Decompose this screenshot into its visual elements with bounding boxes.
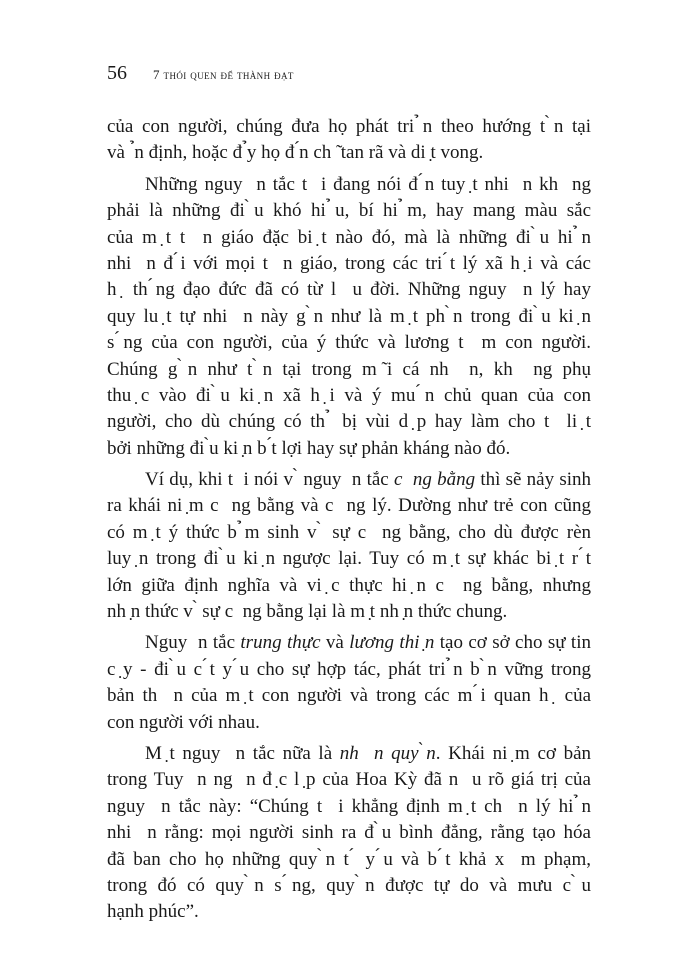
text-segment: trong đó có quy ̀n s ́ng, quy ̀n được tự do và mưu c ̀u: [107, 874, 591, 896]
text-segment: nguy n tắc này: “Chúng t i khẳng định m ̣t ch n lý hi ̉n: [107, 795, 591, 817]
text-line: [107, 847, 591, 873]
text-segment: nhi n đ ́i với mọi t n giáo, trong các tri ́t lý xã h ̣i và các: [107, 252, 591, 274]
text-segment: đã ban cho họ những quy ̀n t ́ y ́u và b ́t khả x m phạm,: [107, 848, 591, 870]
text-segment: thì sẽ nảy sinh: [475, 469, 591, 491]
paragraph: [107, 467, 591, 625]
running-title: 7 thói quen để thành đạt: [153, 67, 294, 82]
italic-term: c ng bằng: [393, 469, 476, 491]
text-line: [107, 304, 591, 330]
text-segment: Nguy n tắc: [145, 632, 241, 654]
text-line: [107, 140, 591, 166]
text-line: [107, 683, 591, 709]
paragraph: [107, 114, 591, 167]
text-line: [107, 330, 591, 356]
text-segment: hạnh phúc”.: [107, 901, 199, 923]
text-line: [107, 657, 591, 683]
text-segment: của con người, chúng đưa họ phát tri ̉n theo hướng t ̀n tại: [107, 116, 591, 137]
italic-term: lương thi ̣n: [349, 632, 435, 654]
text-segment: lớn giữa định nghĩa và vi ̣c thực hi ̣n c ng bằng, nhưng: [107, 574, 591, 596]
page-number: 56: [107, 62, 127, 84]
text-line: [107, 277, 591, 303]
text-segment: s ́ng của con người, của ý thức và lương t m con người.: [107, 332, 591, 354]
text-line: [107, 436, 591, 462]
text-line: [107, 873, 591, 899]
text-segment: tạo cơ sở cho sự tin: [434, 632, 591, 654]
text-line: [107, 198, 591, 224]
text-segment: . Khái ni ̣m cơ bản: [435, 742, 592, 764]
text-segment: ra khái ni ̣m c ng bằng và c ng lý. Dường như trẻ con cũng: [107, 495, 591, 517]
text-segment: bởi những đi ̀u ki ̣n b ́t lợi hay sự phản kháng nào đó.: [107, 437, 511, 459]
text-segment: h ̣ th ́ng đạo đức đã có từ l u đời. Những nguy n lý hay: [107, 279, 591, 301]
text-line: [107, 251, 591, 277]
text-line: [107, 409, 591, 435]
text-segment: nh ̣n thức v ̀ sự c ng bằng lại là m ̣t nh ̣n thức chung.: [107, 601, 508, 623]
italic-term: trung thực: [240, 632, 321, 654]
text-line: [107, 114, 591, 140]
text-segment: và ̉n định, hoặc đ ̉y họ đ ́n ch ̃ tan rã và di ̣t vong.: [107, 142, 484, 164]
text-line: [107, 467, 591, 493]
text-segment: thu ̣c vào đi ̀u ki ̣n xã h ̣i và ý mu ́n chủ quan của con: [107, 384, 591, 406]
text-line: [107, 573, 591, 599]
text-line: [107, 493, 591, 519]
text-segment: nhi n rằng: mọi người sinh ra đ ̀u bình đẳng, rằng tạo hóa: [107, 822, 591, 844]
text-segment: có m ̣t ý thức b ̉m sinh v ̀ sự c ng bằng, cho dù được rèn: [107, 521, 591, 543]
text-line: [107, 357, 591, 383]
text-line: [107, 767, 591, 793]
body-text: [107, 114, 591, 931]
paragraph: [107, 741, 591, 926]
text-line: [107, 899, 591, 925]
text-line: [107, 630, 591, 656]
text-segment: của m ̣t t n giáo đặc bi ̣t nào đó, mà là những đi ̀u hi ̉n: [107, 226, 591, 248]
text-line: [107, 520, 591, 546]
text-segment: luy ̣n trong đi ̀u ki ̣n ngược lại. Tuy có m ̣t sự khác bi ̣t r ́t: [107, 548, 591, 570]
text-line: [107, 225, 591, 251]
italic-term: nh n quy ̀n: [339, 742, 436, 764]
text-line: [107, 172, 591, 198]
text-line: [107, 546, 591, 572]
page-header: [107, 62, 294, 85]
text-line: [107, 710, 591, 736]
text-segment: con người với nhau.: [107, 711, 260, 733]
text-line: [107, 820, 591, 846]
text-segment: phải là những đi ̀u khó hi ̉u, bí hi ̉m, hay mang màu sắc: [107, 200, 591, 222]
text-segment: M ̣t nguy n tắc nữa là: [145, 742, 340, 764]
text-segment: Những nguy n tắc t i đang nói đ ́n tuy ̣t nhi n kh ng: [145, 173, 591, 195]
paragraph: [107, 172, 591, 462]
paragraph: [107, 630, 591, 736]
text-segment: c ̣y - đi ̀u c ́t y ́u cho sự hợp tác, phát tri ̉n b ̀n vững trong: [107, 658, 591, 680]
text-segment: Chúng g ̀n như t ̀n tại trong m ̃i cá nh n, kh ng phụ: [107, 358, 591, 380]
text-segment: và: [320, 632, 350, 654]
text-segment: trong Tuy n ng n đ ̣c l ̣p của Hoa Kỳ đã n u rõ giá trị của: [107, 769, 591, 791]
text-segment: Ví dụ, khi t i nói v ̀ nguy n tắc: [145, 469, 394, 491]
text-line: [107, 383, 591, 409]
text-segment: bản th n của m ̣t con người và trong các m ́i quan h ̣ của: [107, 685, 591, 707]
text-line: [107, 599, 591, 625]
text-line: [107, 741, 591, 767]
text-line: [107, 794, 591, 820]
text-segment: quy lu ̣t tự nhi n này g ̀n như là m ̣t ph ̀n trong đi ̀u ki ̣n: [107, 305, 591, 327]
text-segment: người, cho dù chúng có th ̉ bị vùi d ̣p hay làm cho t li ̣t: [107, 411, 591, 433]
